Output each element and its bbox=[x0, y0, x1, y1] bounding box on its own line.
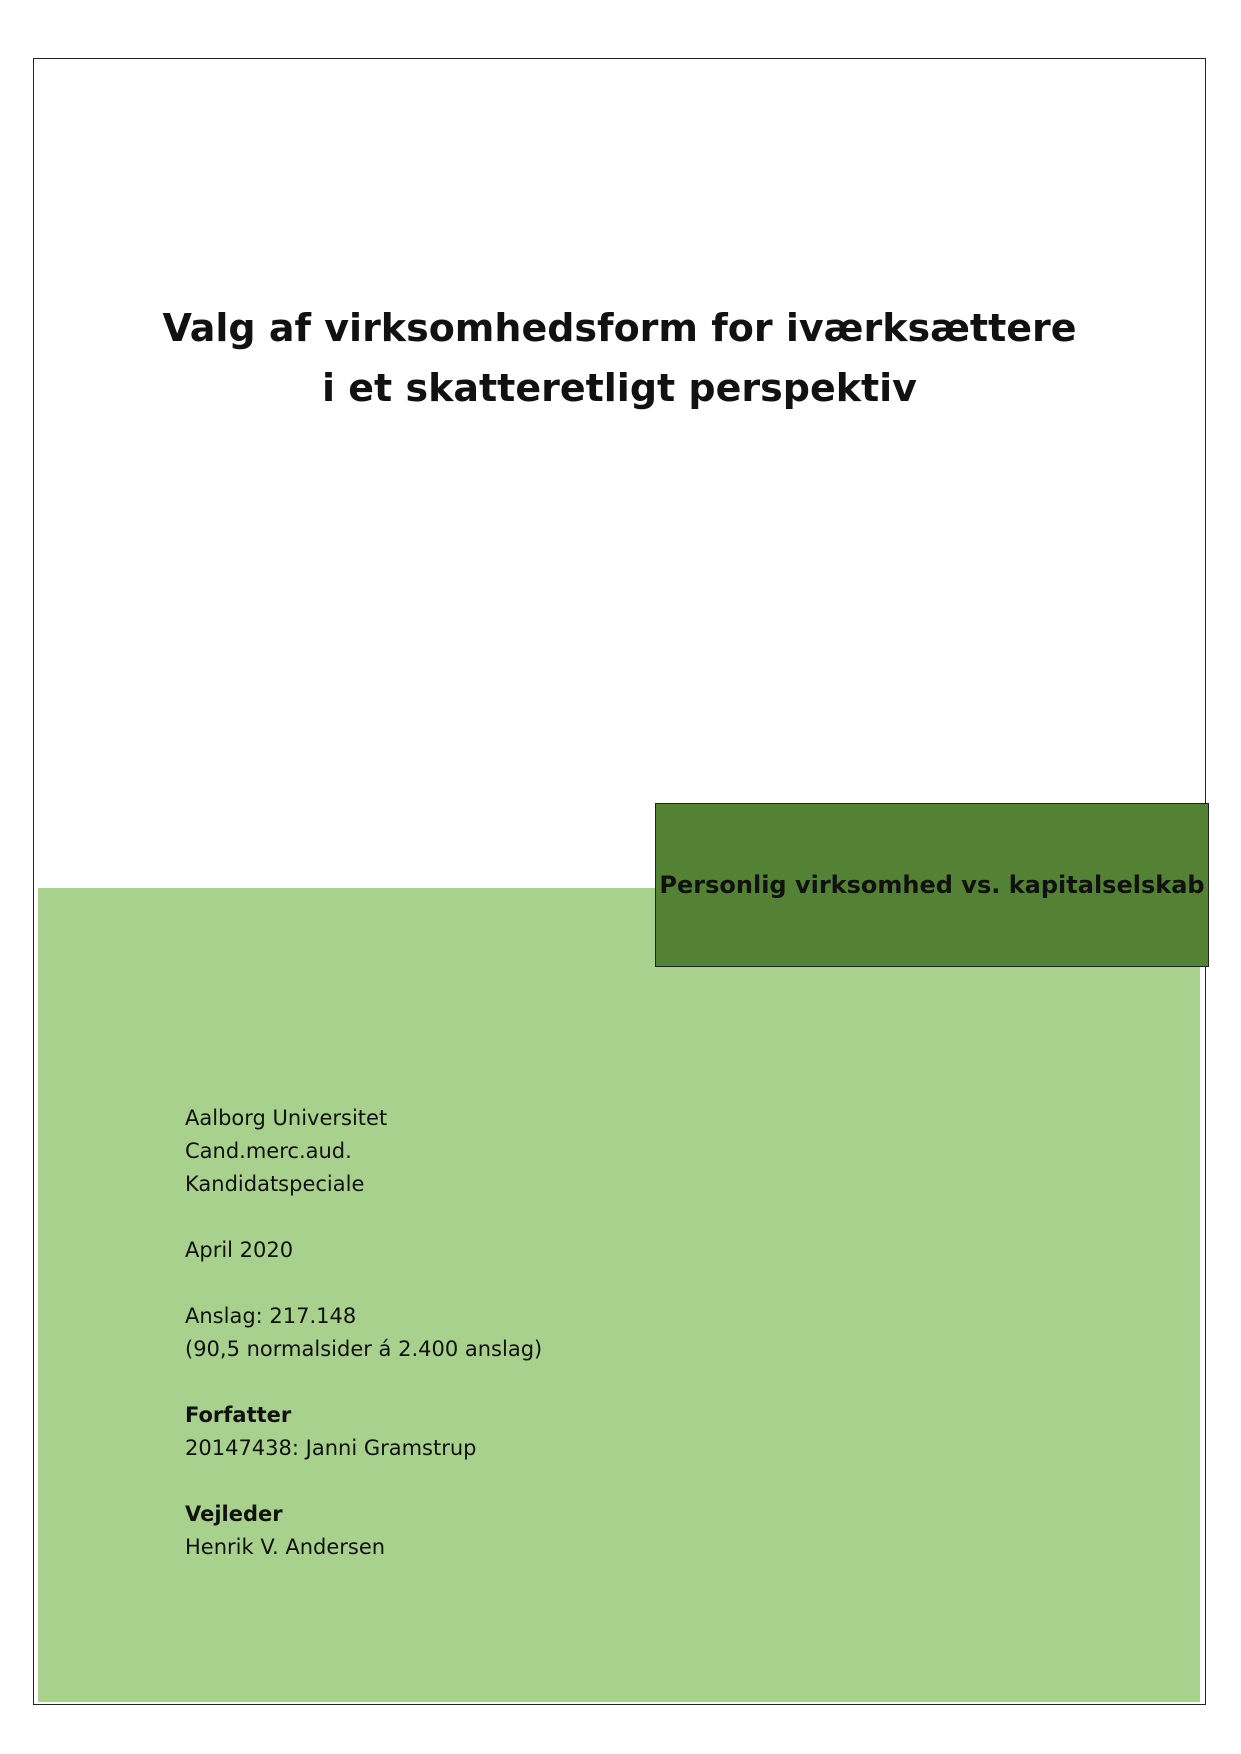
supervisor-heading: Vejleder bbox=[185, 1502, 283, 1526]
thesis-date: April 2020 bbox=[185, 1238, 294, 1262]
pages-note: (90,5 normalsider á 2.400 anslag) bbox=[185, 1337, 543, 1361]
university-name: Aalborg Universitet bbox=[185, 1106, 388, 1130]
spacer bbox=[185, 1267, 885, 1300]
spacer bbox=[185, 1201, 885, 1234]
title-line-2: i et skatteretligt perspektiv bbox=[322, 366, 917, 410]
supervisor-name: Henrik V. Andersen bbox=[185, 1535, 386, 1559]
title-block bbox=[33, 298, 1206, 418]
author-name: 20147438: Janni Gramstrup bbox=[185, 1436, 477, 1460]
character-count: Anslag: 217.148 bbox=[185, 1304, 357, 1328]
thesis-info bbox=[185, 1102, 885, 1564]
title-line-1: Valg af virksomhedsform for iværksættere bbox=[162, 306, 1077, 350]
spacer bbox=[185, 1366, 885, 1399]
subtitle-box bbox=[655, 803, 1209, 967]
subtitle-text: Personlig virksomhed vs. kapitalselskab bbox=[659, 871, 1205, 899]
program-name: Cand.merc.aud. bbox=[185, 1139, 352, 1163]
thesis-type: Kandidatspeciale bbox=[185, 1172, 365, 1196]
spacer bbox=[185, 1465, 885, 1498]
author-heading: Forfatter bbox=[185, 1403, 292, 1427]
